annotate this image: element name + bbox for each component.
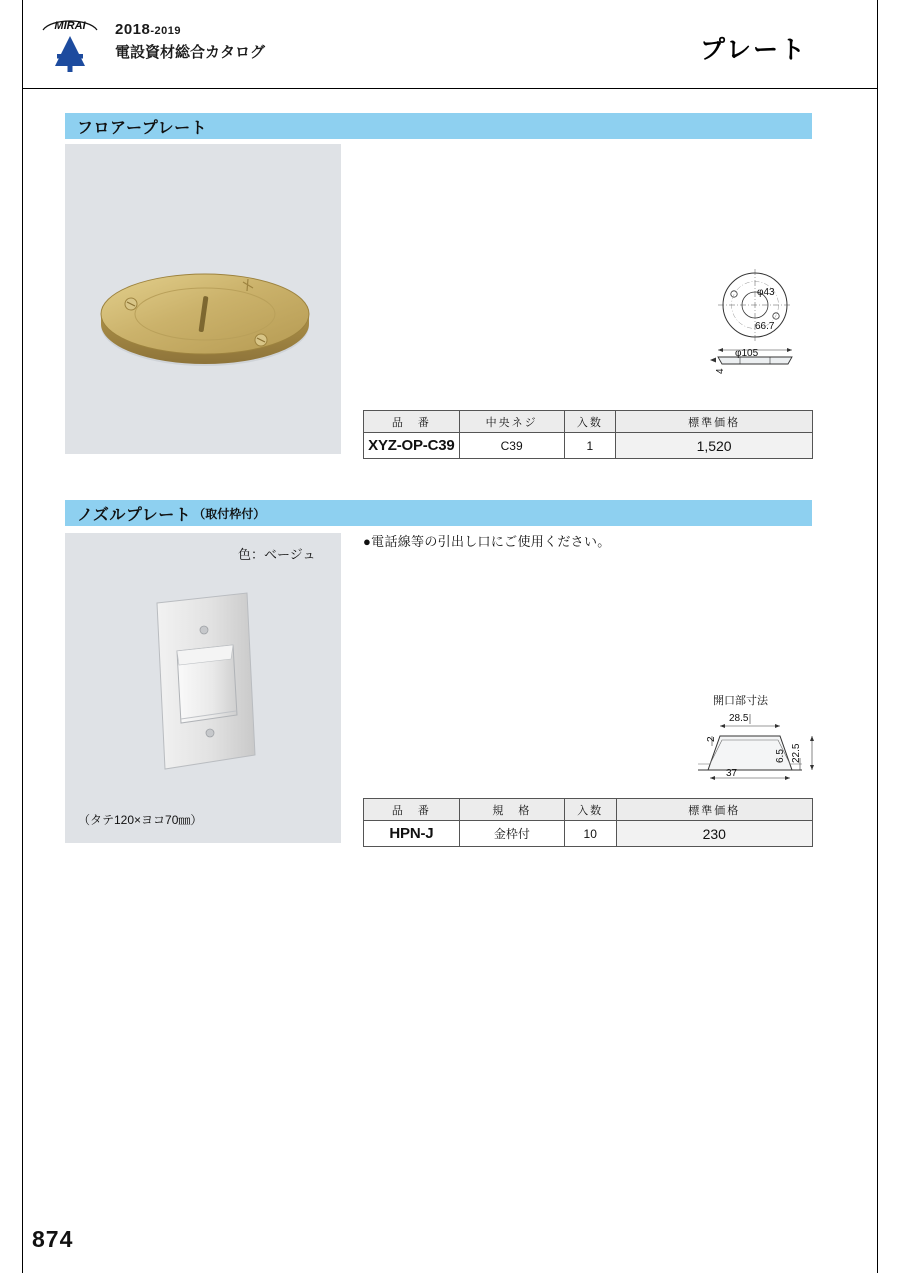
catalog-subtitle: 電設資材総合カタログ — [115, 44, 266, 61]
product-photo-nozzle-plate — [65, 533, 341, 843]
svg-text:MIRAI: MIRAI — [54, 20, 86, 32]
dim-label-bolt-circle: 66.7 — [755, 321, 775, 332]
dim-label-top-thickness: 2 — [706, 736, 717, 742]
section-title-nozzle-plate: ノズルプレート — [77, 506, 192, 524]
col-header-screw: 中央ネジ — [459, 411, 564, 433]
dim-label-height-total: 22.5 — [791, 743, 802, 763]
cell-code: HPN-J — [364, 821, 460, 847]
col-header-price: 標準価格 — [616, 799, 812, 821]
cell-spec: 金枠付 — [459, 821, 564, 847]
dim-label-base-width: 37 — [726, 768, 738, 779]
product-photo-floor-plate — [65, 144, 341, 454]
dim-label-opening-title: 開口部寸法 — [713, 695, 768, 707]
section-subtitle-nozzle-plate: （取付枠付） — [193, 506, 266, 521]
cell-code: XYZ-OP-C39 — [364, 433, 460, 459]
catalog-year: 2018-2019 — [115, 21, 182, 38]
dim-label-dia-outer: φ105 — [735, 348, 759, 359]
section-bar-floor-plate — [65, 113, 812, 139]
col-header-qty: 入数 — [564, 799, 616, 821]
dim-label-thickness: 4 — [715, 368, 726, 374]
page-title: プレート — [699, 36, 807, 64]
mirai-logo-icon — [37, 14, 103, 76]
table-header-row — [364, 799, 813, 821]
section-bar-nozzle-plate — [65, 500, 812, 526]
cell-qty: 1 — [564, 433, 616, 459]
dim-label-height-base: 6.5 — [775, 749, 786, 763]
table-row — [364, 433, 813, 459]
table-header-row — [364, 411, 813, 433]
page-number: 874 — [32, 1226, 74, 1252]
col-header-qty: 入数 — [564, 411, 616, 433]
cell-screw: C39 — [459, 433, 564, 459]
dim-label-top-width: 28.5 — [729, 713, 749, 724]
page-border-left — [22, 0, 23, 1273]
brand-logo — [37, 14, 337, 76]
page-border-right — [877, 0, 878, 1273]
color-label: 色：ベージュ — [238, 547, 316, 562]
page-header — [23, 0, 877, 88]
col-header-spec: 規 格 — [459, 799, 564, 821]
size-caption: （タテ120×ヨコ70㎜） — [78, 813, 203, 827]
usage-note: ●電話線等の引出し口にご使用ください。 — [363, 534, 611, 549]
dim-label-dia-inner: φ43 — [757, 287, 775, 298]
cell-price: 1,520 — [616, 433, 813, 459]
table-row — [364, 821, 813, 847]
col-header-price: 標準価格 — [616, 411, 813, 433]
cell-qty: 10 — [564, 821, 616, 847]
spec-table-nozzle-plate — [363, 798, 813, 847]
cell-price: 230 — [616, 821, 812, 847]
spec-table-floor-plate — [363, 410, 813, 459]
col-header-code: 品 番 — [364, 799, 460, 821]
col-header-code: 品 番 — [364, 411, 460, 433]
section-title-floor-plate: フロアープレート — [77, 119, 208, 137]
header-divider — [23, 88, 877, 89]
brand-text — [115, 20, 265, 64]
